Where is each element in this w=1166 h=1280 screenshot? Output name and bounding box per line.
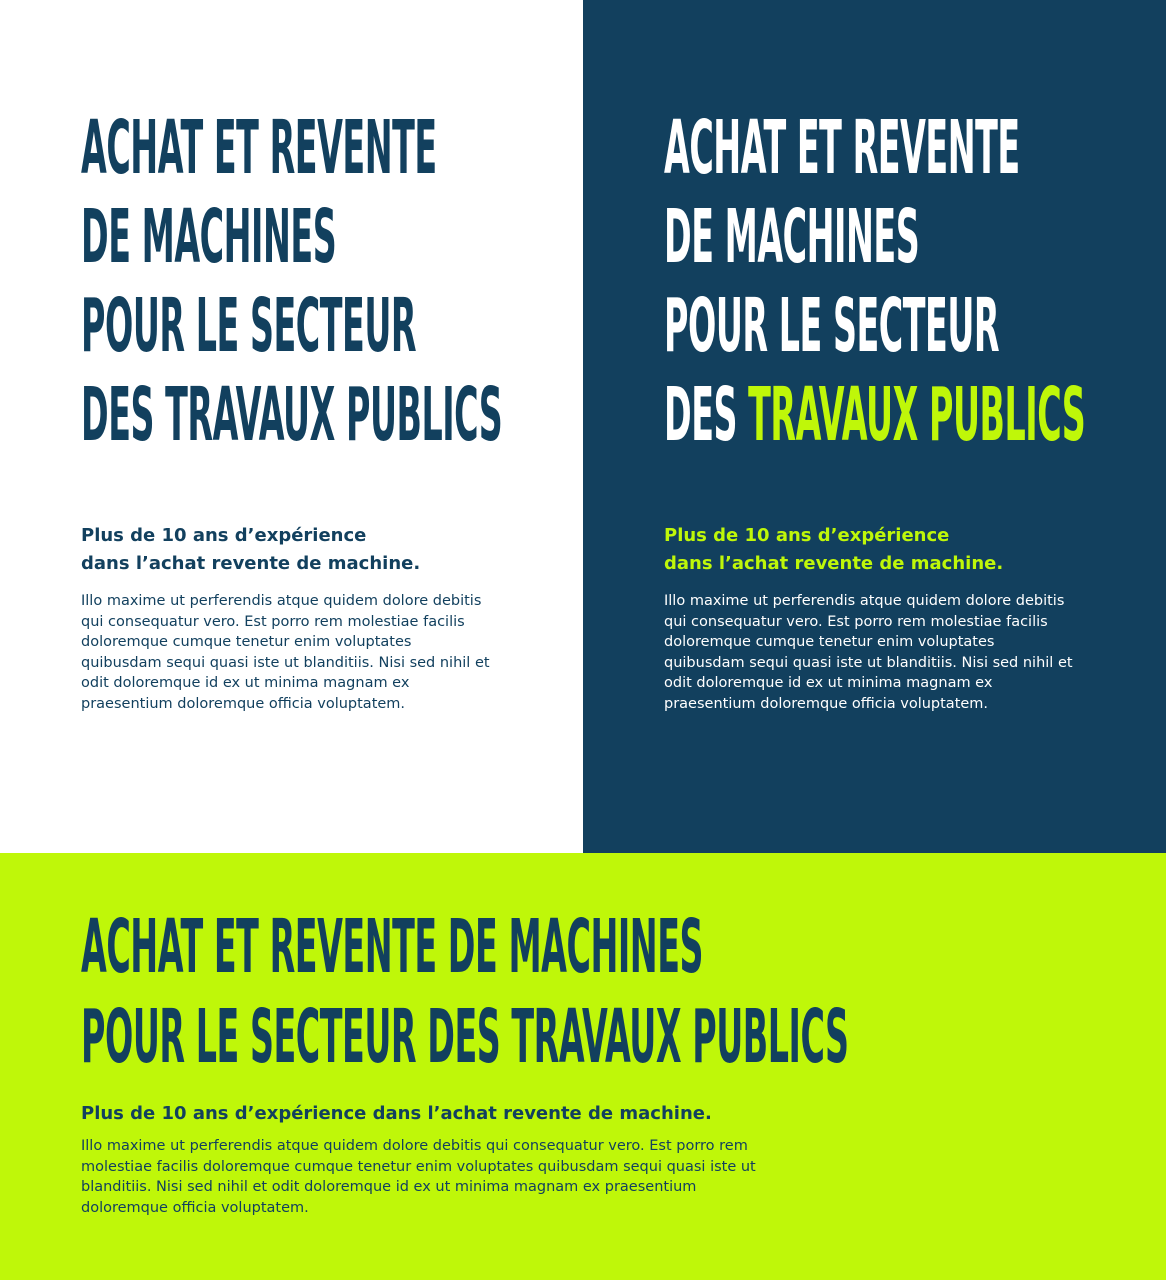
- headline-line: POUR LE SECTEUR DES TRAVAUX PUBLICS: [81, 994, 849, 1080]
- headline-line: POUR LE SECTEUR: [664, 283, 1000, 369]
- subtitle-line: Plus de 10 ans d’expérience: [664, 525, 950, 546]
- subtitle: [81, 522, 420, 578]
- panel-navy: [583, 0, 1166, 853]
- headline-line: POUR LE SECTEUR: [81, 283, 417, 369]
- subtitle: Plus de 10 ans d’expérience dans l’achat revente de machine.: [81, 1103, 712, 1124]
- headline-line-last: [664, 371, 1085, 460]
- headline-line: ACHAT ET REVENTE DE MACHINES: [81, 904, 704, 990]
- headline-line: DE MACHINES: [664, 194, 920, 280]
- headline-highlight: TRAVAUX PUBLICS: [748, 372, 1086, 458]
- subtitle-line: Plus de 10 ans d’expérience: [81, 525, 367, 546]
- body-text: Illo maxime ut perferendis atque quidem dolore debitis qui consequatur vero. Est porro rem molestiae facilis doloremque cumque tenetur enim voluptates quibusdam sequi quasi iste ut blanditiis. Nisi sed nihil et odit doloremque id ex ut minima magnam ex praesentium doloremque officia voluptatem.: [664, 593, 1073, 712]
- panel-white: [0, 0, 583, 853]
- headline: [664, 104, 1085, 460]
- headline: [81, 104, 502, 460]
- headline-line: ACHAT ET REVENTE: [81, 105, 437, 191]
- body-text: Illo maxime ut perferendis atque quidem dolore debitis qui consequatur vero. Est porro rem molestiae facilis doloremque cumque tenetur enim voluptates quibusdam sequi quasi iste ut blanditiis. Nisi sed nihil et odit doloremque id ex ut minima magnam ex praesentium doloremque officia voluptatem.: [81, 593, 490, 712]
- body-text: Illo maxime ut perferendis atque quidem dolore debitis qui consequatur vero. Est porro rem molestiae facilis doloremque cumque tenetur enim voluptates quibusdam sequi quasi iste ut blanditiis. Nisi sed nihil et odit doloremque id ex ut minima magnam ex praesentium doloremque officia voluptatem.: [81, 1138, 756, 1216]
- headline: [81, 902, 849, 1082]
- headline-prefix: DES: [664, 372, 749, 458]
- headline-line: ACHAT ET REVENTE: [664, 105, 1020, 191]
- subtitle: [664, 522, 1003, 578]
- subtitle-line: dans l’achat revente de machine.: [81, 553, 421, 574]
- subtitle-line: dans l’achat revente de machine.: [664, 553, 1004, 574]
- headline-line: DES TRAVAUX PUBLICS: [81, 372, 503, 458]
- panel-lime: [0, 853, 1166, 1280]
- headline-line: DE MACHINES: [81, 194, 337, 280]
